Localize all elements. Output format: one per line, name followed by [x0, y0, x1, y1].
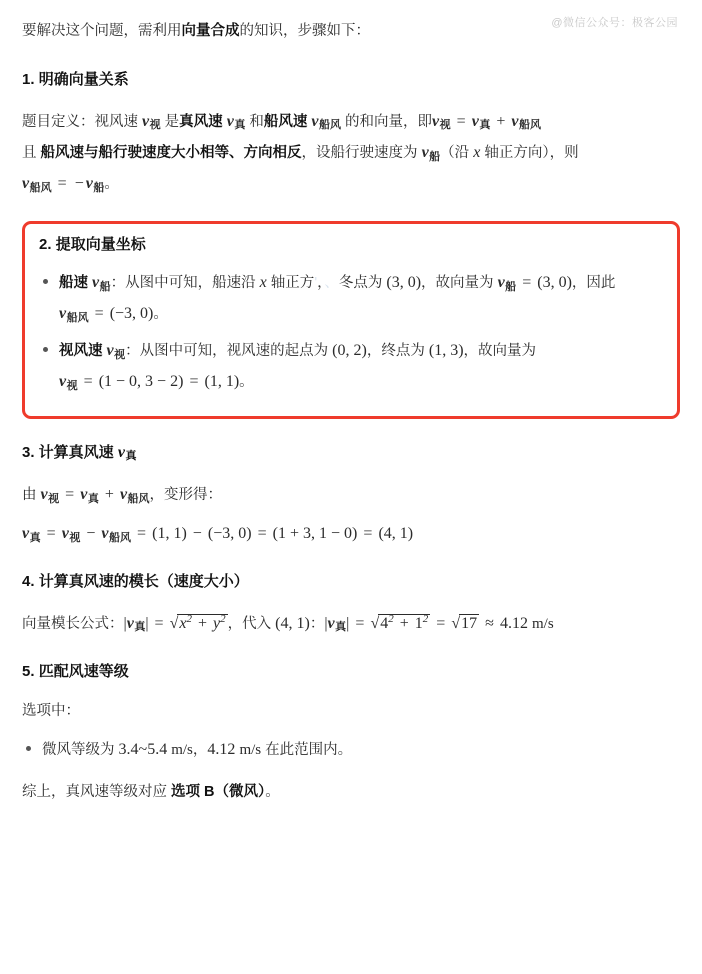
section-5-heading: 匹配风速等级: [38, 662, 129, 680]
intro-text-before: 要解决这个问题，需利用: [22, 23, 182, 39]
section-1-title: [22, 69, 680, 92]
section-2-heading: 提取向量坐标: [55, 236, 146, 254]
conclusion-paragraph: [22, 779, 680, 807]
section-1: [22, 69, 680, 199]
intro-text-bold: 向量合成: [181, 23, 240, 39]
section-4-title: [22, 571, 680, 594]
section-5-title: [22, 661, 680, 684]
section-3-title: 3. 计算真风速 $v_真$: [22, 443, 137, 463]
section-4-body: 向量模长公式：$|v_真| = √x^2 + y^2$ ，代入 (4, 1)：$|v_真| = √4^2 + 1^2 = √17 \approx 4.12$ m/s: [22, 612, 554, 634]
section-5-intro: 选项中：: [22, 703, 80, 720]
section-5-number: 5.: [22, 662, 35, 680]
section-4-heading: 计算真风速的模长（速度大小）: [38, 573, 249, 591]
list-item: 船速 $v_船$：从图中可知，船速沿 x 轴正方'，、冬点为 (3, 0)，故向量为 $v_船 = (3$, 0)，因此 $v_{船风} = (-3$, 0)。: [39, 267, 663, 329]
list-item: 视风速 $v_视$：从图中可知，视风速的起点为 (0, 2)，终点为 (1, 3)，故向量为 $v_视 = (1 - 0$, 3 − 2) = (1, 1)。: [39, 335, 663, 397]
section-5: [22, 661, 680, 765]
section-3-line-1: 由 $v_视 = v_真 + v_{船风}$，变形得：: [22, 485, 223, 505]
list-item: 微风等级为 3.4~5.4 m/s，4.12 m/s 在此范围内。: [22, 734, 680, 765]
section-2-number: 2.: [39, 236, 52, 254]
section-5-bullet-list: [22, 734, 680, 765]
watermark-label: @微信公众号：极客公园: [551, 17, 678, 29]
intro-text-after: 的知识，步骤如下：: [239, 23, 370, 39]
section-4: [22, 571, 680, 639]
section-2-bullet-list: [39, 267, 663, 398]
section-3: [22, 441, 680, 550]
section-1-body: 题目定义：视风速 $v_视$ 是真风速 $v_真$ 和船风速 $v_{船风}$ 的和向量，即$v_视 = v_真 + v_{船风}$ 且 船风速与船行驶速度大小相等、方向相反，设船行驶速度为 $v_船$（沿 x 轴正方向），则 $v_{船风}$ = − $v_船$。: [22, 112, 579, 194]
section-2-title: [39, 234, 663, 257]
section-3-number: 3.: [22, 443, 35, 461]
section-1-heading: 明确向量关系: [38, 71, 129, 89]
section-2-highlight-box: [22, 221, 680, 418]
section-4-number: 4.: [22, 573, 35, 591]
section-1-number: 1.: [22, 71, 35, 89]
section-3-line-2: $v_真 = v_视 - v_{船风} = (1$, 1) − (−3, 0) = (1 + 3, 1 − 0) = (4, 1): [22, 524, 414, 544]
conclusion-prefix: 综上，真风速等级对应: [22, 783, 167, 800]
conclusion-suffix: 。: [265, 783, 280, 800]
conclusion-answer: 选项 B（微风）: [171, 783, 266, 800]
